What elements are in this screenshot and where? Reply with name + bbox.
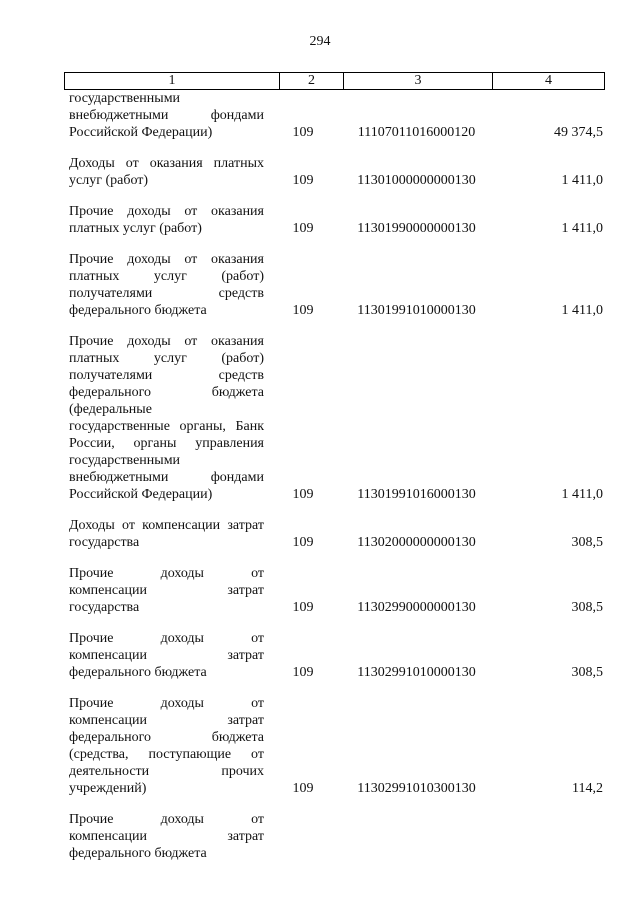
row-description: [64, 695, 264, 797]
description-line: федерального бюджета: [69, 303, 207, 318]
row-amount: 1 411,0: [561, 487, 603, 502]
row-description: [64, 251, 264, 319]
row-kbk: 11301991016000130: [357, 487, 476, 502]
row-code: 109: [292, 665, 314, 680]
row-kbk: 11301000000000130: [357, 173, 476, 188]
row-kbk: 11302991010300130: [357, 781, 476, 796]
description-line: компенсации затрат: [69, 648, 264, 663]
row-kbk: 11301991010000130: [357, 303, 476, 318]
description-line: деятельности прочих: [69, 764, 264, 779]
row-description: [64, 565, 264, 616]
row-amount: 49 374,5: [554, 125, 603, 140]
description-line: внебюджетными фондами: [69, 470, 264, 485]
description-line: компенсации затрат: [69, 829, 264, 844]
description-line: компенсации затрат: [69, 583, 264, 598]
description-line: получателями средств: [69, 368, 264, 383]
table-row: [64, 90, 605, 141]
row-description: [64, 630, 264, 681]
description-line: федерального бюджета: [69, 385, 264, 400]
row-kbk: 11302990000000130: [357, 600, 476, 615]
row-kbk: 11302991010000130: [357, 665, 476, 680]
row-description: [64, 203, 264, 237]
description-line: государственные органы, Банк: [69, 419, 264, 434]
description-line: Прочие доходы от: [69, 812, 264, 827]
row-code: 109: [292, 303, 314, 318]
table-row: [64, 155, 605, 189]
header-col-3: 3: [343, 73, 492, 89]
row-code: 109: [292, 600, 314, 615]
description-line: федерального бюджета: [69, 665, 207, 680]
description-line: государства: [69, 535, 140, 550]
row-amount: 308,5: [571, 535, 603, 550]
description-line: Прочие доходы от оказания: [69, 204, 264, 219]
table-body: [64, 90, 605, 876]
row-description: [64, 90, 264, 141]
description-line: государственными: [69, 453, 181, 468]
description-line: Прочие доходы от: [69, 631, 264, 646]
description-line: (федеральные: [69, 402, 152, 417]
table-header: [64, 72, 605, 90]
row-code: 109: [292, 125, 314, 140]
description-line: государственными: [69, 91, 181, 106]
description-line: федерального бюджета: [69, 730, 264, 745]
description-line: Российской Федерации): [69, 487, 213, 502]
row-kbk: 11302000000000130: [357, 535, 476, 550]
description-line: услуг (работ): [69, 173, 149, 188]
description-line: Прочие доходы от: [69, 566, 264, 581]
description-line: внебюджетными фондами: [69, 108, 264, 123]
row-amount: 1 411,0: [561, 173, 603, 188]
description-line: платных услуг (работ): [69, 269, 264, 284]
row-description: [64, 517, 264, 551]
description-line: Доходы от компенсации затрат: [69, 518, 264, 533]
row-amount: 308,5: [571, 600, 603, 615]
row-kbk: 11107011016000120: [357, 125, 476, 140]
description-line: компенсации затрат: [69, 713, 264, 728]
description-line: учреждений): [69, 781, 147, 796]
table-row: [64, 565, 605, 616]
table-row: [64, 203, 605, 237]
table-row: [64, 630, 605, 681]
header-col-4: 4: [492, 73, 604, 89]
description-line: Прочие доходы от: [69, 696, 264, 711]
description-line: платных услуг (работ): [69, 221, 202, 236]
description-line: России, органы управления: [69, 436, 264, 451]
header-col-1: 1: [168, 73, 176, 88]
description-line: федерального бюджета: [69, 846, 207, 861]
row-code: 109: [292, 781, 314, 796]
row-description: [64, 333, 264, 503]
description-line: (средства, поступающие от: [69, 747, 264, 762]
row-code: 109: [292, 221, 314, 236]
description-line: платных услуг (работ): [69, 351, 264, 366]
description-line: Прочие доходы от оказания: [69, 334, 264, 349]
table-row: [64, 517, 605, 551]
row-code: 109: [292, 173, 314, 188]
page-number: 294: [309, 34, 331, 49]
row-amount: 1 411,0: [561, 221, 603, 236]
description-line: Российской Федерации): [69, 125, 213, 140]
row-amount: 114,2: [572, 781, 603, 796]
table-row: [64, 811, 605, 862]
description-line: Доходы от оказания платных: [69, 156, 264, 171]
row-description: [64, 155, 264, 189]
row-code: 109: [292, 535, 314, 550]
table-row: [64, 251, 605, 319]
header-col-2: 2: [279, 73, 343, 89]
description-line: Прочие доходы от оказания: [69, 252, 264, 267]
row-code: 109: [292, 487, 314, 502]
table-row: [64, 695, 605, 797]
row-amount: 1 411,0: [561, 303, 603, 318]
row-kbk: 11301990000000130: [357, 221, 476, 236]
row-description: [64, 811, 264, 862]
table-row: [64, 333, 605, 503]
row-amount: 308,5: [571, 665, 603, 680]
description-line: государства: [69, 600, 140, 615]
description-line: получателями средств: [69, 286, 264, 301]
